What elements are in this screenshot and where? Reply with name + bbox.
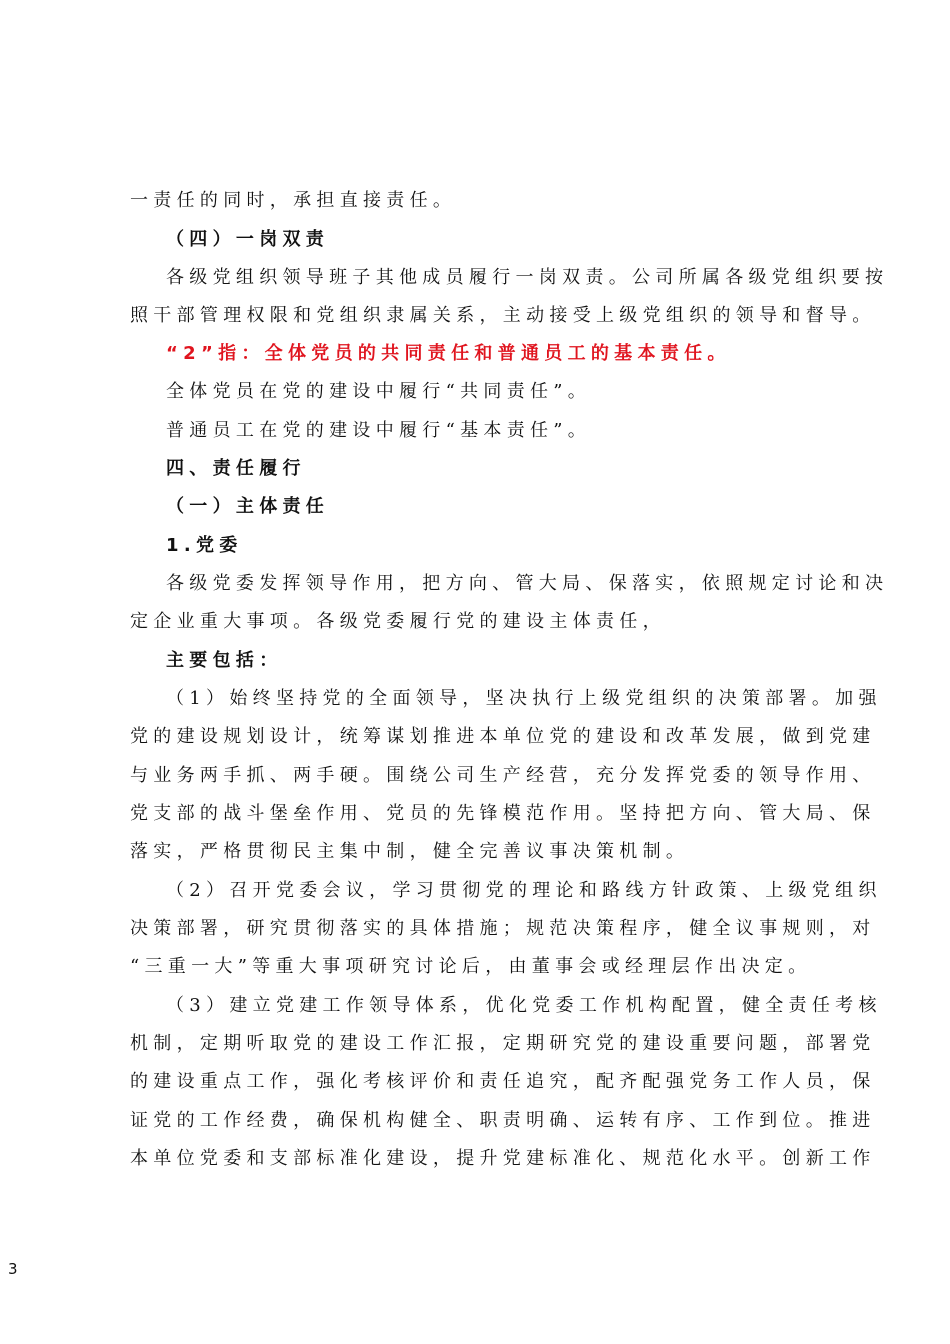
- paragraph-line: 机制，定期听取党的建设工作汇报，定期研究党的建设重要问题，部署党: [130, 1033, 876, 1054]
- subsection-heading: 1.党委: [166, 535, 243, 556]
- page-number: 3: [8, 1260, 18, 1278]
- paragraph-line: 党支部的战斗堡垒作用、党员的先锋模范作用。坚持把方向、管大局、保: [130, 803, 876, 824]
- paragraph-line: 照干部管理权限和党组织隶属关系，主动接受上级党组织的领导和督导。: [130, 305, 876, 326]
- paragraph-line: 的建设重点工作，强化考核评价和责任追究，配齐配强党务工作人员，保: [130, 1071, 876, 1092]
- paragraph-line: 定企业重大事项。各级党委履行党的建设主体责任，: [130, 611, 666, 632]
- paragraph-line: 各级党组织领导班子其他成员履行一岗双责。公司所属各级党组织要按: [166, 267, 889, 288]
- paragraph-line: 落实，严格贯彻民主集中制，健全完善议事决策机制。: [130, 841, 690, 862]
- paragraph-line: 全体党员在党的建设中履行“共同责任”。: [166, 381, 592, 402]
- paragraph-line: 各级党委发挥领导作用，把方向、管大局、保落实，依照规定讨论和决: [166, 573, 889, 594]
- subheading: 主要包括：: [166, 650, 283, 671]
- chapter-heading: 四、责任履行: [166, 458, 306, 479]
- highlighted-heading: “2”指：全体党员的共同责任和普通员工的基本责任。: [166, 343, 731, 364]
- paragraph-line: 决策部署，研究贯彻落实的具体措施；规范决策程序，健全议事规则，对: [130, 918, 876, 939]
- paragraph-line: （2）召开党委会议，学习贯彻党的理论和路线方针政策、上级党组织: [166, 880, 882, 901]
- paragraph-line: 普通员工在党的建设中履行“基本责任”。: [166, 420, 592, 441]
- paragraph-line: （1）始终坚持党的全面领导，坚决执行上级党组织的决策部署。加强: [166, 688, 882, 709]
- paragraph-line: 党的建设规划设计，统筹谋划推进本单位党的建设和改革发展，做到党建: [130, 726, 876, 747]
- paragraph-line: 与业务两手抓、两手硬。围绕公司生产经营，充分发挥党委的领导作用、: [130, 765, 876, 786]
- paragraph-line: 一责任的同时，承担直接责任。: [130, 190, 457, 211]
- paragraph-line: （3）建立党建工作领导体系，优化党委工作机构配置，健全责任考核: [166, 995, 882, 1016]
- paragraph-line: “三重一大”等重大事项研究讨论后，由董事会或经理层作出决定。: [130, 956, 812, 977]
- section-heading: （一）主体责任: [166, 496, 330, 517]
- section-heading: （四）一岗双责: [166, 229, 330, 250]
- paragraph-line: 本单位党委和支部标准化建设，提升党建标准化、规范化水平。创新工作: [130, 1148, 876, 1169]
- paragraph-line: 证党的工作经费，确保机构健全、职责明确、运转有序、工作到位。推进: [130, 1110, 876, 1131]
